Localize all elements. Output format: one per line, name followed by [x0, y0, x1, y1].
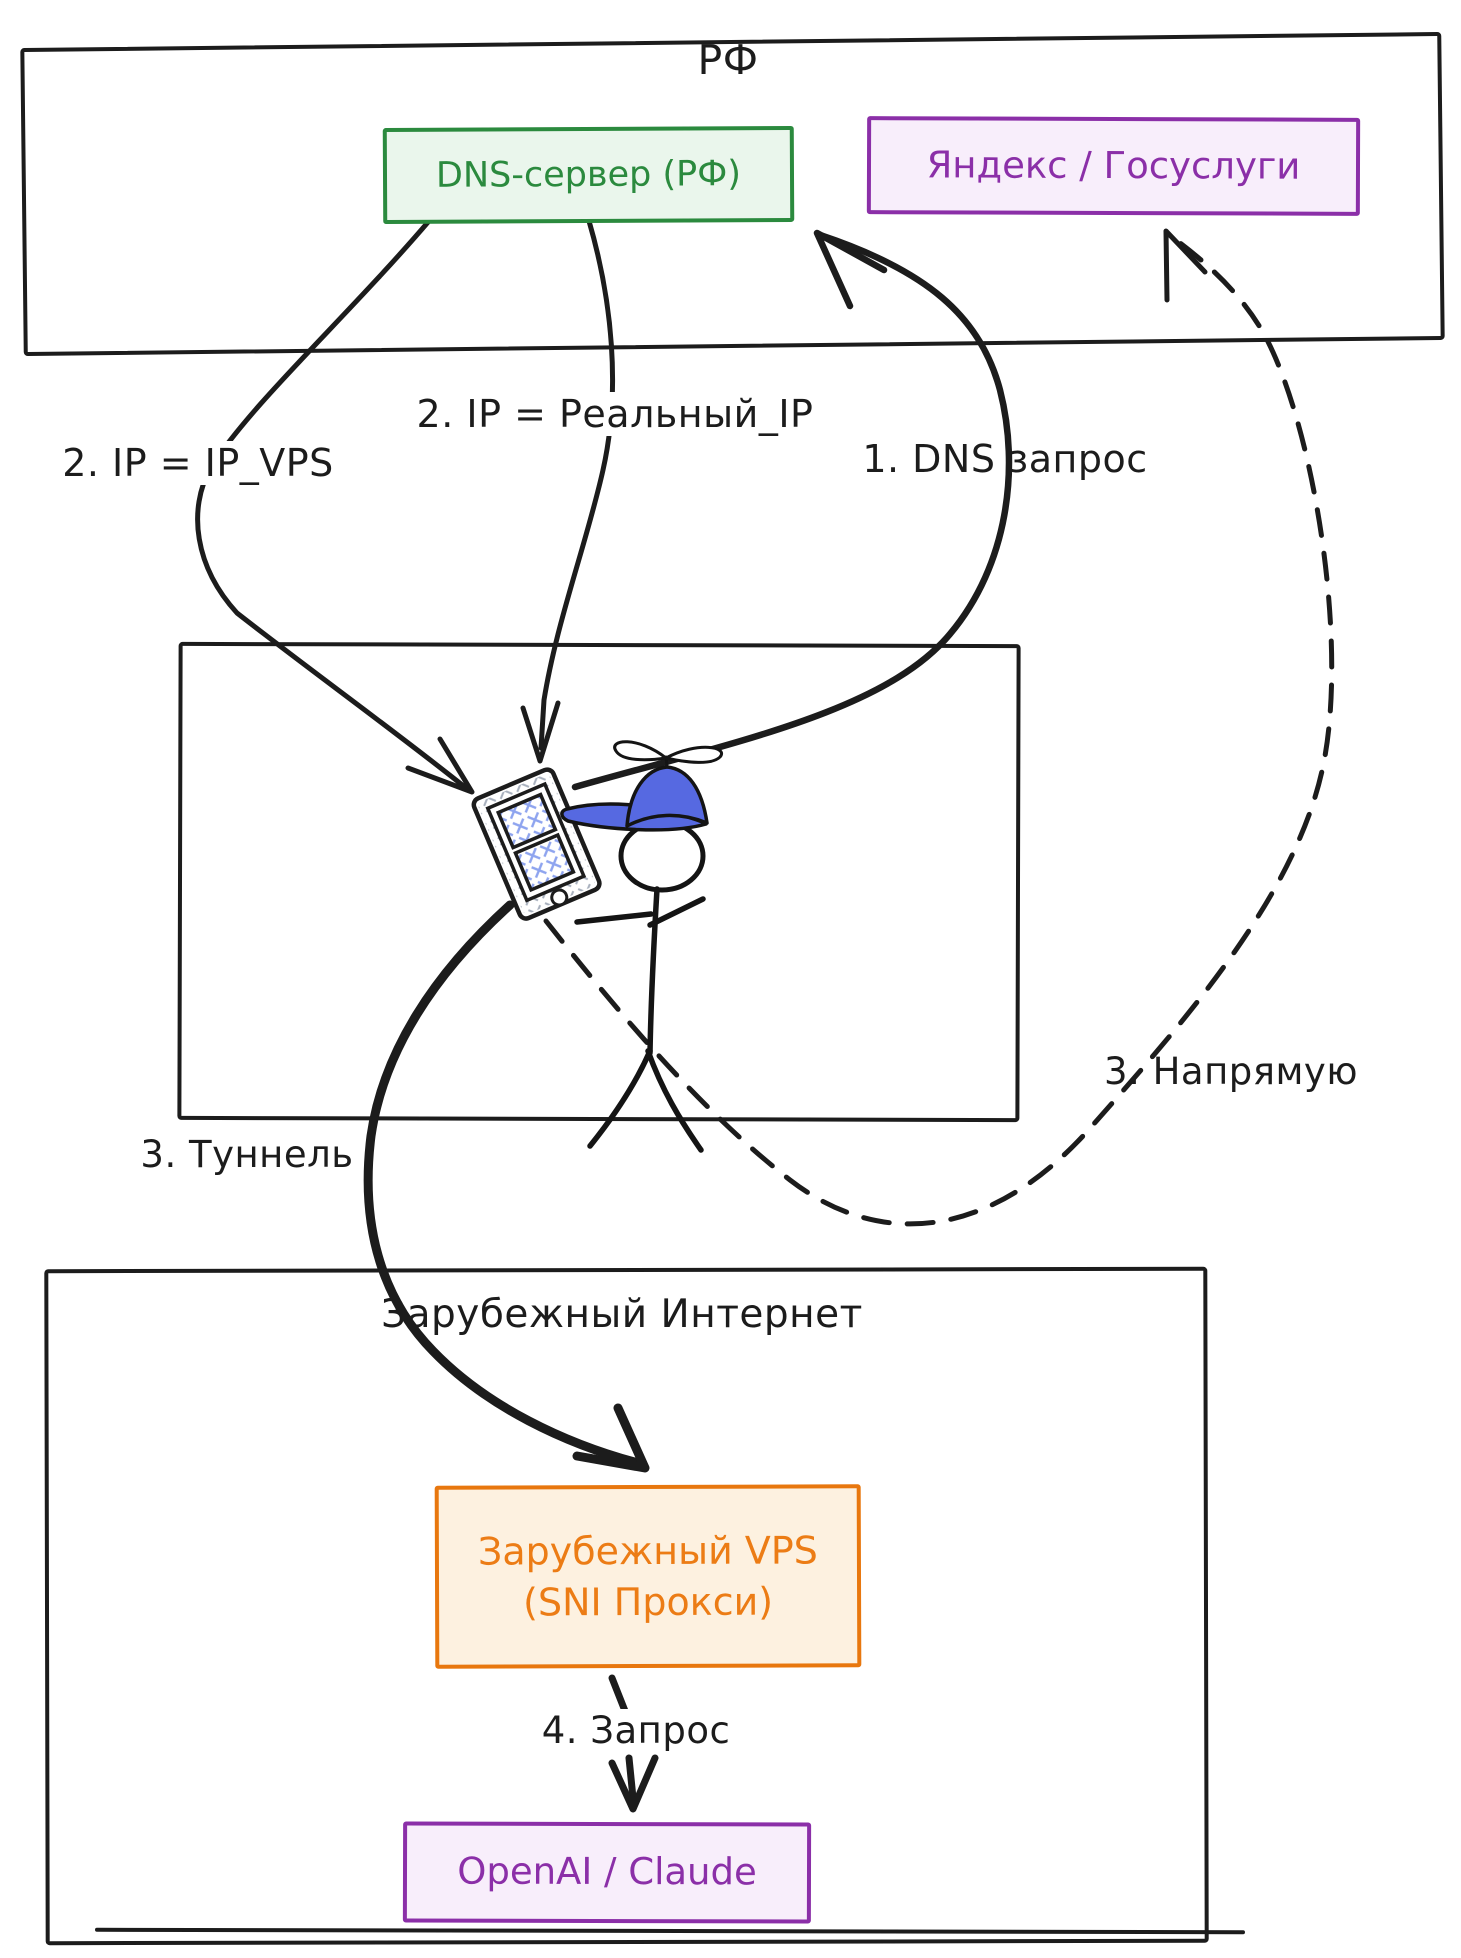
node-openai-claude	[403, 1821, 811, 1923]
node-openai-claude-label: OpenAI / Claude	[457, 1849, 757, 1894]
edge-label-request: 4. Запрос	[534, 1709, 739, 1752]
node-dns-server-label: DNS-сервер (РФ)	[435, 154, 742, 196]
node-yandex-gosuslugi-label: Яндекс / Госуслуги	[926, 142, 1301, 188]
node-dns-server	[383, 126, 794, 224]
region-foreign-internet-title: Зарубежный Интернет	[381, 1292, 863, 1337]
edge-label-tunnel: 3. Туннель	[140, 1133, 354, 1176]
node-yandex-gosuslugi	[867, 116, 1360, 216]
edge-label-ip-real: 2. IP = Реальный_IP	[407, 392, 824, 436]
node-foreign-vps-label-line2: (SNI Прокси)	[523, 1579, 774, 1624]
edge-label-ip-vps: 2. IP = IP_VPS	[52, 441, 344, 485]
region-rf-title: РФ	[697, 36, 759, 84]
node-foreign-vps	[435, 1484, 862, 1668]
region-user	[177, 642, 1020, 1122]
node-foreign-vps-label-line1: Зарубежный VPS	[477, 1528, 818, 1574]
edge-label-dns-request: 1. DNS запрос	[862, 437, 1148, 481]
edge-label-direct: 3. Напрямую	[1104, 1050, 1358, 1093]
